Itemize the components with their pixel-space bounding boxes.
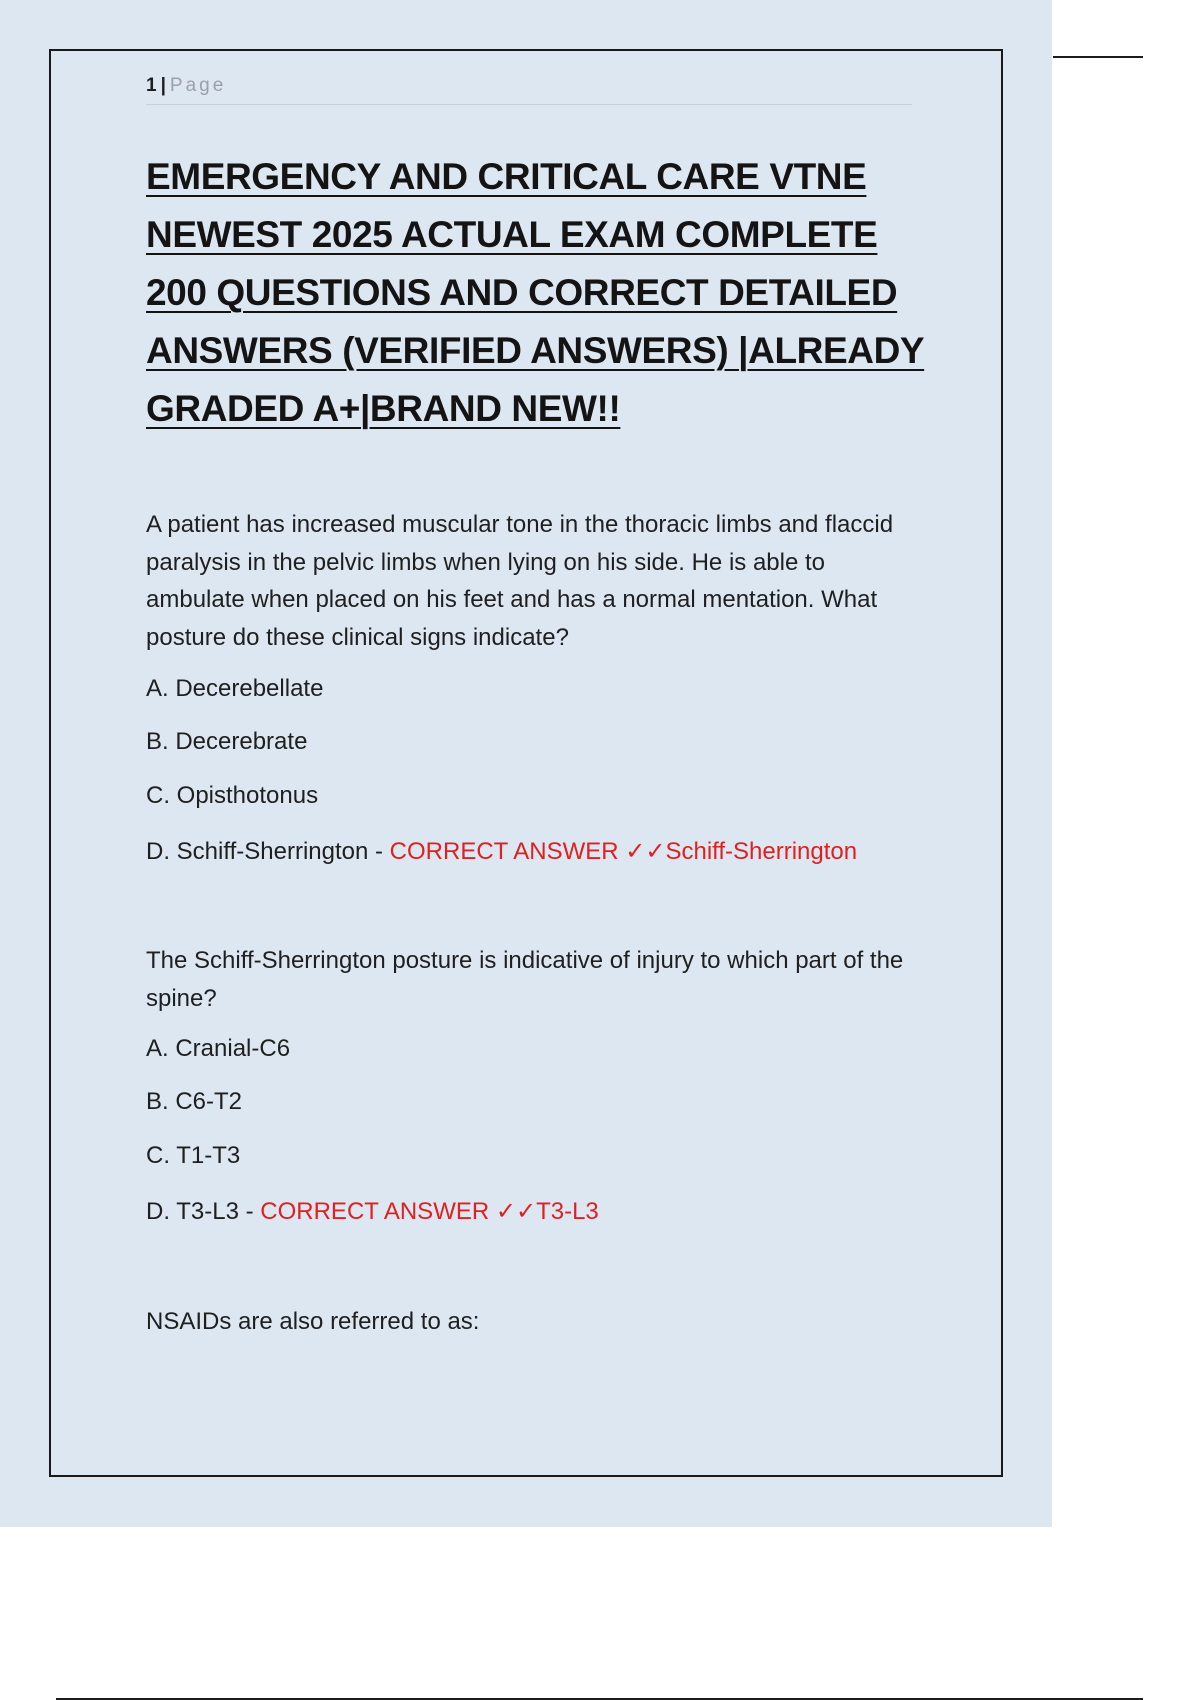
option-b: B. Decerebrate: [146, 728, 308, 755]
correct-answer: CORRECT ANSWER ✓✓Schiff-Sherrington: [389, 838, 858, 865]
correct-answer: CORRECT ANSWER ✓✓T3-L3: [260, 1198, 599, 1225]
question-text: A patient has increased muscular tone in the thoracic limbs and flaccid paralysis in the pelvic limbs when lying on his side. He is able to ambulate when placed on his feet and has a normal mentation. What posture do these clinical signs indicate?: [146, 511, 894, 651]
option-d-label: D. T3-L3 -: [146, 1198, 261, 1225]
option-a: A. Decerebellate: [146, 675, 324, 702]
document-title: EMERGENCY AND CRITICAL CARE VTNE NEWEST 2025 ACTUAL EXAM COMPLETE 200 QUESTIONS AND CORRECT DETAILED ANSWERS (VERIFIED ANSWERS) |ALREADY GRADED A+|BRAND NEW!!: [146, 156, 925, 429]
option-d: [146, 837, 857, 867]
page-header: [146, 74, 912, 105]
option-d: [146, 1197, 599, 1227]
option-b: B. C6-T2: [146, 1088, 243, 1115]
option-a: A. Cranial-C6: [146, 1035, 291, 1062]
page-header-separator: |: [160, 75, 166, 96]
top-right-rule: [1053, 56, 1143, 58]
question-1: [146, 506, 926, 865]
option-c: C. T1-T3: [146, 1142, 241, 1169]
page-label: Page: [169, 75, 227, 96]
question-text: The Schiff-Sherrington posture is indicative of injury to which part of the spine?: [146, 947, 904, 1012]
option-c: C. Opisthotonus: [146, 782, 319, 809]
question-2: [146, 942, 926, 1225]
page-number: 1: [146, 75, 157, 96]
question-text: NSAIDs are also referred to as:: [146, 1308, 480, 1335]
question-3: [146, 1303, 926, 1341]
option-d-label: D. Schiff-Sherrington -: [146, 838, 390, 865]
